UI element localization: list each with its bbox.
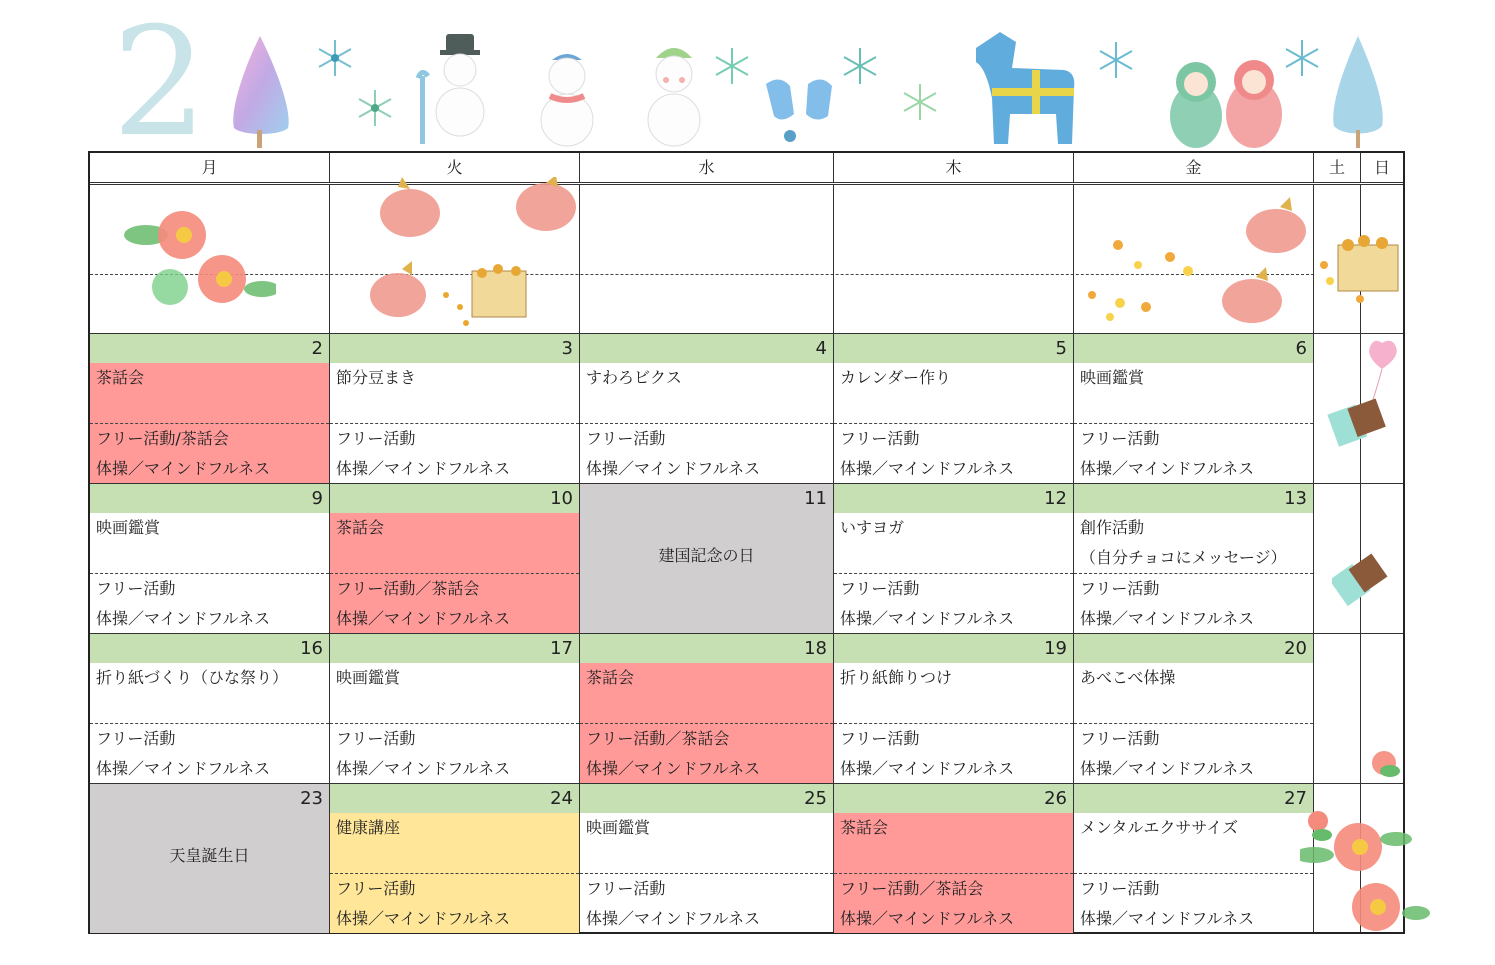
activity-text: フリー活動 (96, 729, 176, 748)
activity-text: 映画鑑賞 (336, 668, 401, 687)
chocolate-icon (1332, 553, 1392, 613)
date-number: 18 (580, 634, 833, 663)
daily-activities (834, 723, 1073, 783)
activity-text: 茶話会 (96, 368, 145, 387)
activity-text: フリー活動 (96, 579, 176, 598)
activity-text: フリー活動 (586, 879, 666, 898)
snowflake-icon (1280, 36, 1324, 80)
activity-text: フリー活動 (336, 879, 416, 898)
day-cell (1074, 784, 1313, 933)
activity-text: フリー活動 (336, 729, 416, 748)
activity-text: 茶話会 (586, 668, 635, 687)
activity-text: 節分豆まき (336, 368, 417, 387)
activity-text: 体操／マインドフルネス (586, 909, 761, 928)
snowman-icon (522, 48, 612, 150)
activity-text: カレンダー作り (840, 368, 951, 387)
snowman-icon (408, 32, 498, 150)
activity-text: 体操／マインドフルネス (1080, 909, 1255, 928)
day-cell (90, 334, 329, 483)
main-activity (330, 813, 579, 873)
matryoshka-icon (1166, 56, 1286, 150)
snowflake-icon (1094, 38, 1138, 82)
activity-text: 体操／マインドフルネス (840, 759, 1015, 778)
activity-text: 体操／マインドフルネス (586, 759, 761, 778)
daily-activities (834, 423, 1073, 483)
activity-text: メンタルエクササイズ (1080, 818, 1239, 837)
activity-text: 折り紙飾りつけ (840, 668, 953, 687)
date-number: 20 (1074, 634, 1313, 663)
daily-activities (1074, 423, 1313, 483)
date-number: 10 (330, 484, 579, 513)
activity-text: 体操／マインドフルネス (336, 909, 511, 928)
activity-text: 映画鑑賞 (96, 518, 161, 537)
main-activity (834, 363, 1073, 423)
bean-box-icon (1316, 231, 1406, 303)
snowflake-icon (838, 44, 882, 88)
day-cell (834, 334, 1073, 483)
activity-text: あべこべ体操 (1080, 668, 1176, 687)
snowflake-icon (313, 36, 357, 80)
activity-text: 体操／マインドフルネス (840, 909, 1015, 928)
daily-activities (1074, 573, 1313, 633)
main-activity (330, 663, 579, 723)
date-number: 26 (834, 784, 1073, 813)
activity-text: 体操／マインドフルネス (840, 609, 1015, 628)
month-number: 2 (112, 0, 208, 170)
day-cell (330, 334, 579, 483)
main-activity (834, 663, 1073, 723)
date-number: 25 (580, 784, 833, 813)
holiday-label: 天皇誕生日 (169, 846, 250, 865)
date-number: 6 (1074, 334, 1313, 363)
holiday-label: 建国記念の日 (658, 546, 755, 565)
snowflake-icon (353, 86, 397, 130)
activity-text: 健康講座 (336, 818, 401, 837)
activity-text: すわろビクス (586, 368, 682, 387)
daily-activities (90, 573, 329, 633)
main-activity (330, 513, 579, 573)
activity-text: 体操／マインドフルネス (1080, 609, 1255, 628)
camellia-icon (1300, 805, 1430, 935)
day-cell (834, 634, 1073, 783)
activity-text: フリー活動 (840, 429, 920, 448)
main-activity (1074, 663, 1313, 723)
daily-activities (834, 573, 1073, 633)
main-activity (330, 363, 579, 423)
activity-text: フリー活動 (840, 729, 920, 748)
activity-text: フリー活動 (336, 429, 416, 448)
main-activity (90, 513, 329, 573)
date-number: 23 (300, 788, 323, 809)
activity-text: 映画鑑賞 (586, 818, 651, 837)
main-activity (1074, 513, 1313, 573)
daily-activities (1074, 873, 1313, 933)
activity-text: 体操／マインドフルネス (96, 759, 271, 778)
activity-text: フリー活動 (1080, 879, 1160, 898)
activity-text: フリー活動 (1080, 429, 1160, 448)
main-activity (834, 813, 1073, 873)
activity-text: フリー活動／茶話会 (840, 879, 984, 898)
watercolor-tree-icon (222, 32, 302, 152)
activity-text: 体操／マインドフルネス (840, 459, 1015, 478)
daily-activities (90, 723, 329, 783)
date-number: 4 (580, 334, 833, 363)
activity-text: フリー活動／茶話会 (336, 579, 480, 598)
activity-text: フリー活動/茶話会 (96, 429, 229, 448)
daily-activities (330, 573, 579, 633)
date-number: 9 (90, 484, 329, 513)
activity-text: 茶話会 (336, 518, 385, 537)
weekday-header-fri: 金 (1074, 153, 1314, 183)
day-cell (834, 484, 1073, 633)
oni-mask-icon (1080, 185, 1310, 335)
activity-text: フリー活動 (1080, 729, 1160, 748)
day-cell (580, 634, 833, 783)
weekday-header-sun: 日 (1373, 158, 1390, 177)
activity-text: 体操／マインドフルネス (336, 459, 511, 478)
activity-text: 映画鑑賞 (1080, 368, 1145, 387)
main-activity (1074, 813, 1313, 873)
dala-horse-icon (966, 28, 1084, 150)
activity-text: いすヨガ (840, 518, 905, 537)
weekday-header-mon: 月 (90, 153, 330, 183)
date-number: 17 (330, 634, 579, 663)
activity-text: 折り紙づくり（ひな祭り） (96, 668, 289, 687)
main-activity (580, 363, 833, 423)
main-activity (834, 513, 1073, 573)
date-number: 27 (1074, 784, 1313, 813)
date-number: 2 (90, 334, 329, 363)
snowflake-icon (710, 44, 754, 88)
activity-text: （自分チョコにメッセージ） (1080, 548, 1287, 567)
activity-text: 創作活動 (1080, 518, 1145, 537)
day-cell (90, 784, 329, 933)
weekday-header-thu: 木 (834, 153, 1074, 183)
mitten-icon (760, 74, 844, 146)
day-cell (580, 334, 833, 483)
date-number: 16 (90, 634, 329, 663)
daily-activities (580, 423, 833, 483)
weekday-header-sat: 土 (1314, 153, 1361, 183)
day-cell (580, 484, 833, 633)
daily-activities (330, 873, 579, 933)
activity-text: フリー活動 (840, 579, 920, 598)
main-activity (90, 663, 329, 723)
weekday-header-wed: 水 (580, 153, 834, 183)
activity-text: 体操／マインドフルネス (336, 759, 511, 778)
snowman-icon (634, 38, 714, 150)
day-cell (90, 634, 329, 783)
calendar-header (0, 0, 1495, 170)
day-cell (1074, 634, 1313, 783)
day-cell (1074, 484, 1313, 633)
activity-text: フリー活動 (586, 429, 666, 448)
day-cell (834, 784, 1073, 933)
daily-activities (90, 423, 329, 483)
camellia-icon (1366, 743, 1406, 783)
snowflake-icon (898, 80, 942, 124)
day-cell (330, 484, 579, 633)
date-number: 24 (330, 784, 579, 813)
activity-text: 体操／マインドフルネス (1080, 759, 1255, 778)
activity-text: 体操／マインドフルネス (1080, 459, 1255, 478)
activity-text: 体操／マインドフルネス (586, 459, 761, 478)
day-cell (330, 784, 579, 933)
daily-activities (580, 723, 833, 783)
activity-text: 体操／マインドフルネス (96, 609, 271, 628)
main-activity (1074, 363, 1313, 423)
daily-activities (330, 423, 579, 483)
daily-activities (1074, 723, 1313, 783)
day-cell (90, 484, 329, 633)
date-number: 12 (834, 484, 1073, 513)
daily-activities (834, 873, 1073, 933)
main-activity (580, 663, 833, 723)
watercolor-tree-icon (1326, 32, 1390, 152)
date-number: 3 (330, 334, 579, 363)
activity-text: 体操／マインドフルネス (96, 459, 271, 478)
oni-mask-icon (370, 177, 580, 327)
date-number: 5 (834, 334, 1073, 363)
calendar-grid (88, 151, 1405, 934)
daily-activities (580, 873, 833, 933)
activity-text: フリー活動 (1080, 579, 1160, 598)
activity-text: 茶話会 (840, 818, 889, 837)
date-number: 19 (834, 634, 1073, 663)
date-number: 13 (1074, 484, 1313, 513)
heart-balloon-icon (1326, 339, 1406, 459)
main-activity (90, 363, 329, 423)
day-cell (1074, 334, 1313, 483)
date-number: 11 (804, 488, 827, 509)
daily-activities (330, 723, 579, 783)
main-activity (580, 813, 833, 873)
day-cell (580, 784, 833, 933)
activity-text: 体操／マインドフルネス (336, 609, 511, 628)
weekday-header-tue: 火 (330, 153, 580, 183)
day-cell (330, 634, 579, 783)
activity-text: フリー活動／茶話会 (586, 729, 730, 748)
camellia-icon (106, 209, 276, 317)
